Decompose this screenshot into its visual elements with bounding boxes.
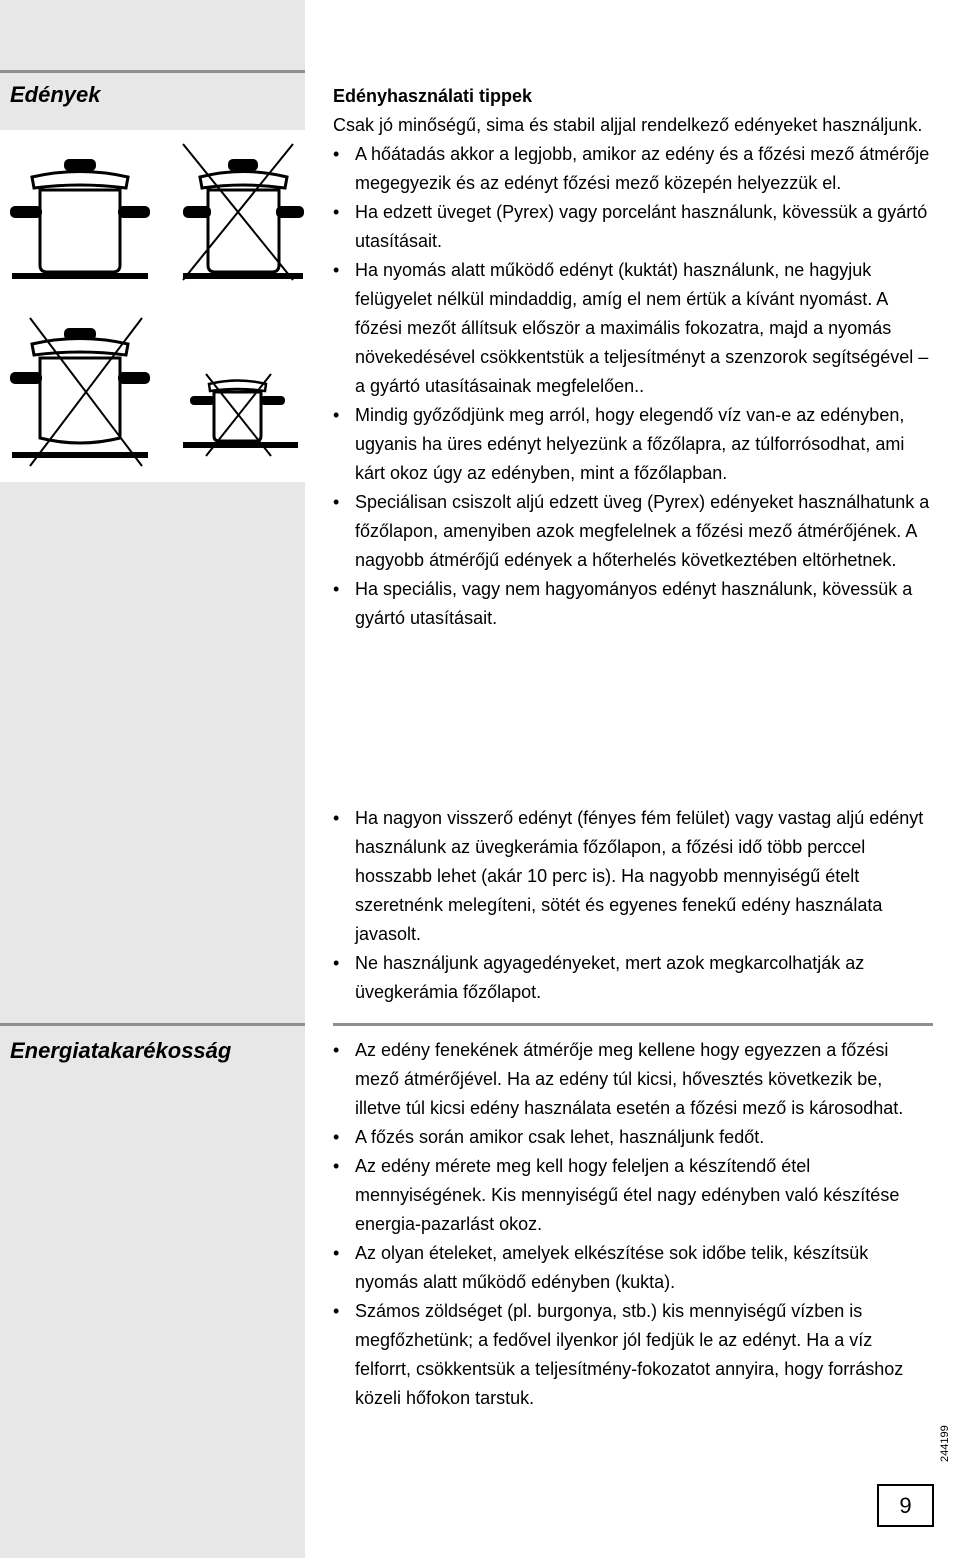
cookware-illustration-svg: [0, 130, 305, 482]
pot-correct-icon: [10, 159, 150, 279]
section-title-energy: Energiatakarékosság: [10, 1038, 232, 1063]
list-item: • Az edény fenekének átmérője meg kellene hogy egyezzen a főzési mező átmérőjével. Ha az edény túl kicsi, hővesztés következik be, illetve túl kicsi edény használata esetén a főzési mező is károsodhat.: [333, 1036, 933, 1123]
section-divider-cookware: [0, 70, 305, 73]
list-item: • A főzés során amikor csak lehet, használjunk fedőt.: [333, 1123, 933, 1152]
cookware-tips-list: [333, 140, 933, 633]
pot-warped-base-crossed-icon: [10, 318, 150, 466]
section-title-cookware: Edények: [10, 82, 101, 107]
cookware-tips-continued-list: [333, 804, 933, 1007]
list-item: • Ha edzett üveget (Pyrex) vagy porcelánt használunk, kövessük a gyártó utasításait.: [333, 198, 933, 256]
page-number: [877, 1484, 934, 1527]
list-item: • Ne használjunk agyagedényeket, mert azok megkarcolhatják az üvegkerámia főzőlapot.: [333, 949, 933, 1007]
cookware-illustration: [0, 130, 305, 482]
energy-tips-list: [333, 1036, 933, 1413]
list-item: • Számos zöldséget (pl. burgonya, stb.) kis mennyiségű vízben is megfőzhetünk; a fedővel ilyenkor jól fedjük le az edényt. Ha a víz felforrt, csökkentsük a teljesítmény-fokozatot annyira, hogy forráshoz közeli hőfokon tarstuk.: [333, 1297, 933, 1413]
page-number-label: 9: [899, 1492, 912, 1518]
list-item: • Az edény mérete meg kell hogy feleljen a készítendő étel mennyiségének. Kis mennyiségű étel nagy edényben való készítése energia-pazarlást okoz.: [333, 1152, 933, 1239]
list-item: • Ha nyomás alatt működő edényt (kuktát) használunk, ne hagyjuk felügyelet nélkül mindaddig, amíg el nem értük a kívánt nyomást. A főzési mezőt állítsuk először a maximális fokozatra, majd a nyomás növekedésével csökkentstük a teljesítményt a szenzorok segítségével – a gyártó utasításainak megfelelően..: [333, 256, 933, 401]
section-divider-energy: [0, 1023, 305, 1026]
pot-raised-lid-crossed-icon: [183, 144, 304, 280]
energy-tips-block: [333, 1036, 933, 1413]
cookware-tips-intro: Csak jó minőségű, sima és stabil aljjal rendelkező edényeket használjunk.: [333, 115, 923, 135]
list-item: • Speciálisan csiszolt aljú edzett üveg (Pyrex) edényeket használhatunk a főzőlapon, amenyiben azok megfelelnek a főzési mező átmérőjének. A nagyobb átmérőjű edények a hőterhelés következtében eltörhetnek.: [333, 488, 933, 575]
list-item: • Ha speciális, vagy nem hagyományos edényt használunk, kövessük a gyártó utasításait.: [333, 575, 933, 633]
cookware-tips-heading: Edényhasználati tippek: [333, 86, 533, 106]
document-number: 244199: [939, 1425, 951, 1462]
list-item: • Ha nagyon visszerő edényt (fényes fém felület) vagy vastag aljú edényt használunk az üvegkerámia főzőlapon, a főzési idő több perccel hosszabb lehet (akár 10 perc is). Ha nagyobb mennyiségű ételt szeretnénk melegíteni, sötét és egyenes fenekű edény használata javasolt.: [333, 804, 933, 949]
cookware-tips-continued-block: [333, 804, 933, 1007]
pot-too-small-crossed-icon: [183, 374, 298, 456]
list-item: • Mindig győződjünk meg arról, hogy elegendő víz van-e az edényben, ugyanis ha üres edényt helyezünk a főzőlapra, az túlforrósodhat, ami kárt okoz úgy az edényben, mint a főzőlapban.: [333, 401, 933, 488]
list-item: • Az olyan ételeket, amelyek elkészítése sok időbe telik, készítsük nyomás alatt működő edényben (kukta).: [333, 1239, 933, 1297]
cookware-tips-block: [333, 82, 933, 633]
section-divider-energy-right: [333, 1023, 933, 1026]
list-item: • A hőátadás akkor a legjobb, amikor az edény és a főzési mező átmérője megegyezik és az edényt főzési mező közepén helyezzük el.: [333, 140, 933, 198]
